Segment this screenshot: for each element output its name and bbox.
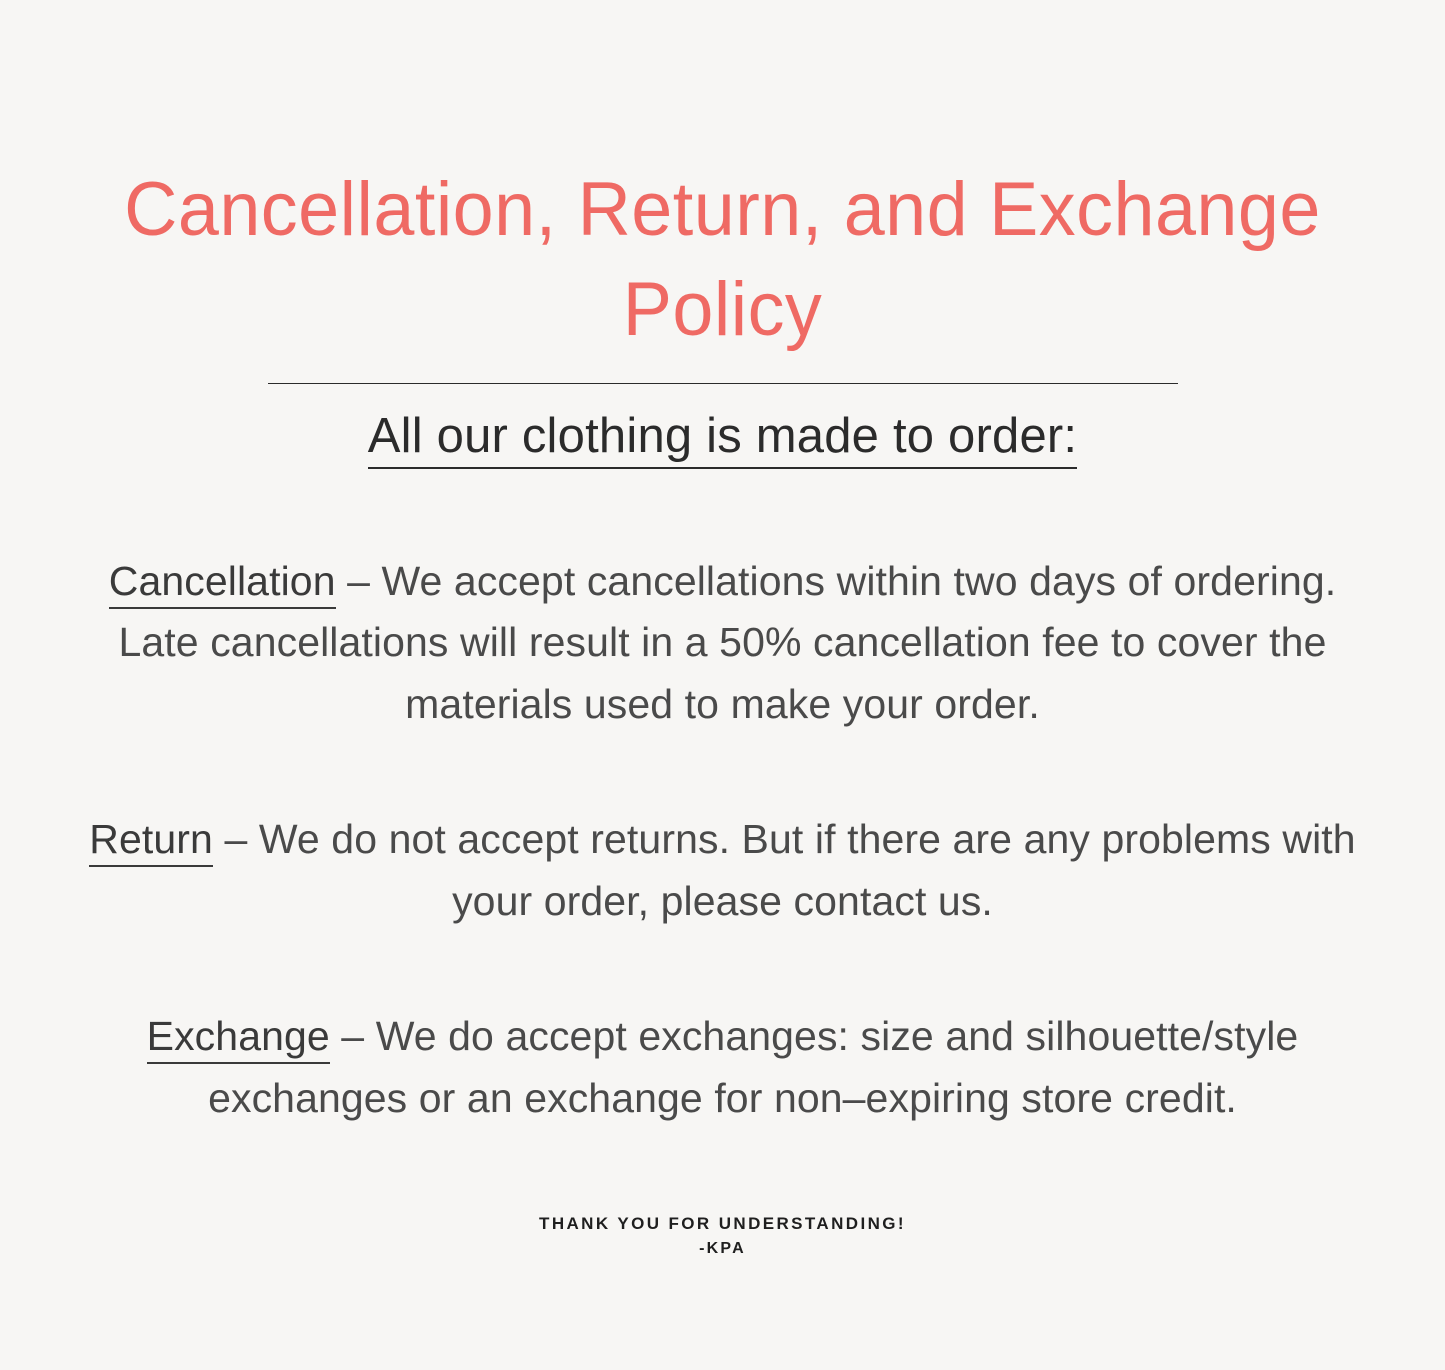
policy-section-cancellation-text: – We accept cancellations within two days of ordering. Late cancellations will result in a 50% cancellation fee to cover the materials used to make your order. [118, 557, 1337, 727]
policy-section-return-lead: Return [89, 816, 213, 867]
policy-section-cancellation-lead: Cancellation [109, 558, 336, 609]
policy-section-return [78, 809, 1368, 932]
page-subtitle-text: All our clothing is made to order: [368, 409, 1077, 469]
footer-thank-you: THANK YOU FOR UNDERSTANDING! [539, 1214, 906, 1233]
policy-section-return-text: – We do not accept returns. But if there are any problems with your order, please contact us. [212, 816, 1356, 924]
footer [0, 1214, 1445, 1258]
page-title: Cancellation, Return, and Exchange Policy [124, 167, 1321, 353]
policy-section-exchange-lead: Exchange [147, 1013, 330, 1064]
policy-section-cancellation [78, 551, 1368, 736]
footer-signature: -KPA [699, 1240, 746, 1257]
policy-section-exchange-text: – We do accept exchanges: size and silhouette/style exchanges or an exchange for non–expiring store credit. [208, 1013, 1299, 1121]
policy-section-exchange [78, 1006, 1368, 1129]
page-subtitle [0, 384, 1445, 467]
policy-sections [78, 551, 1368, 1130]
